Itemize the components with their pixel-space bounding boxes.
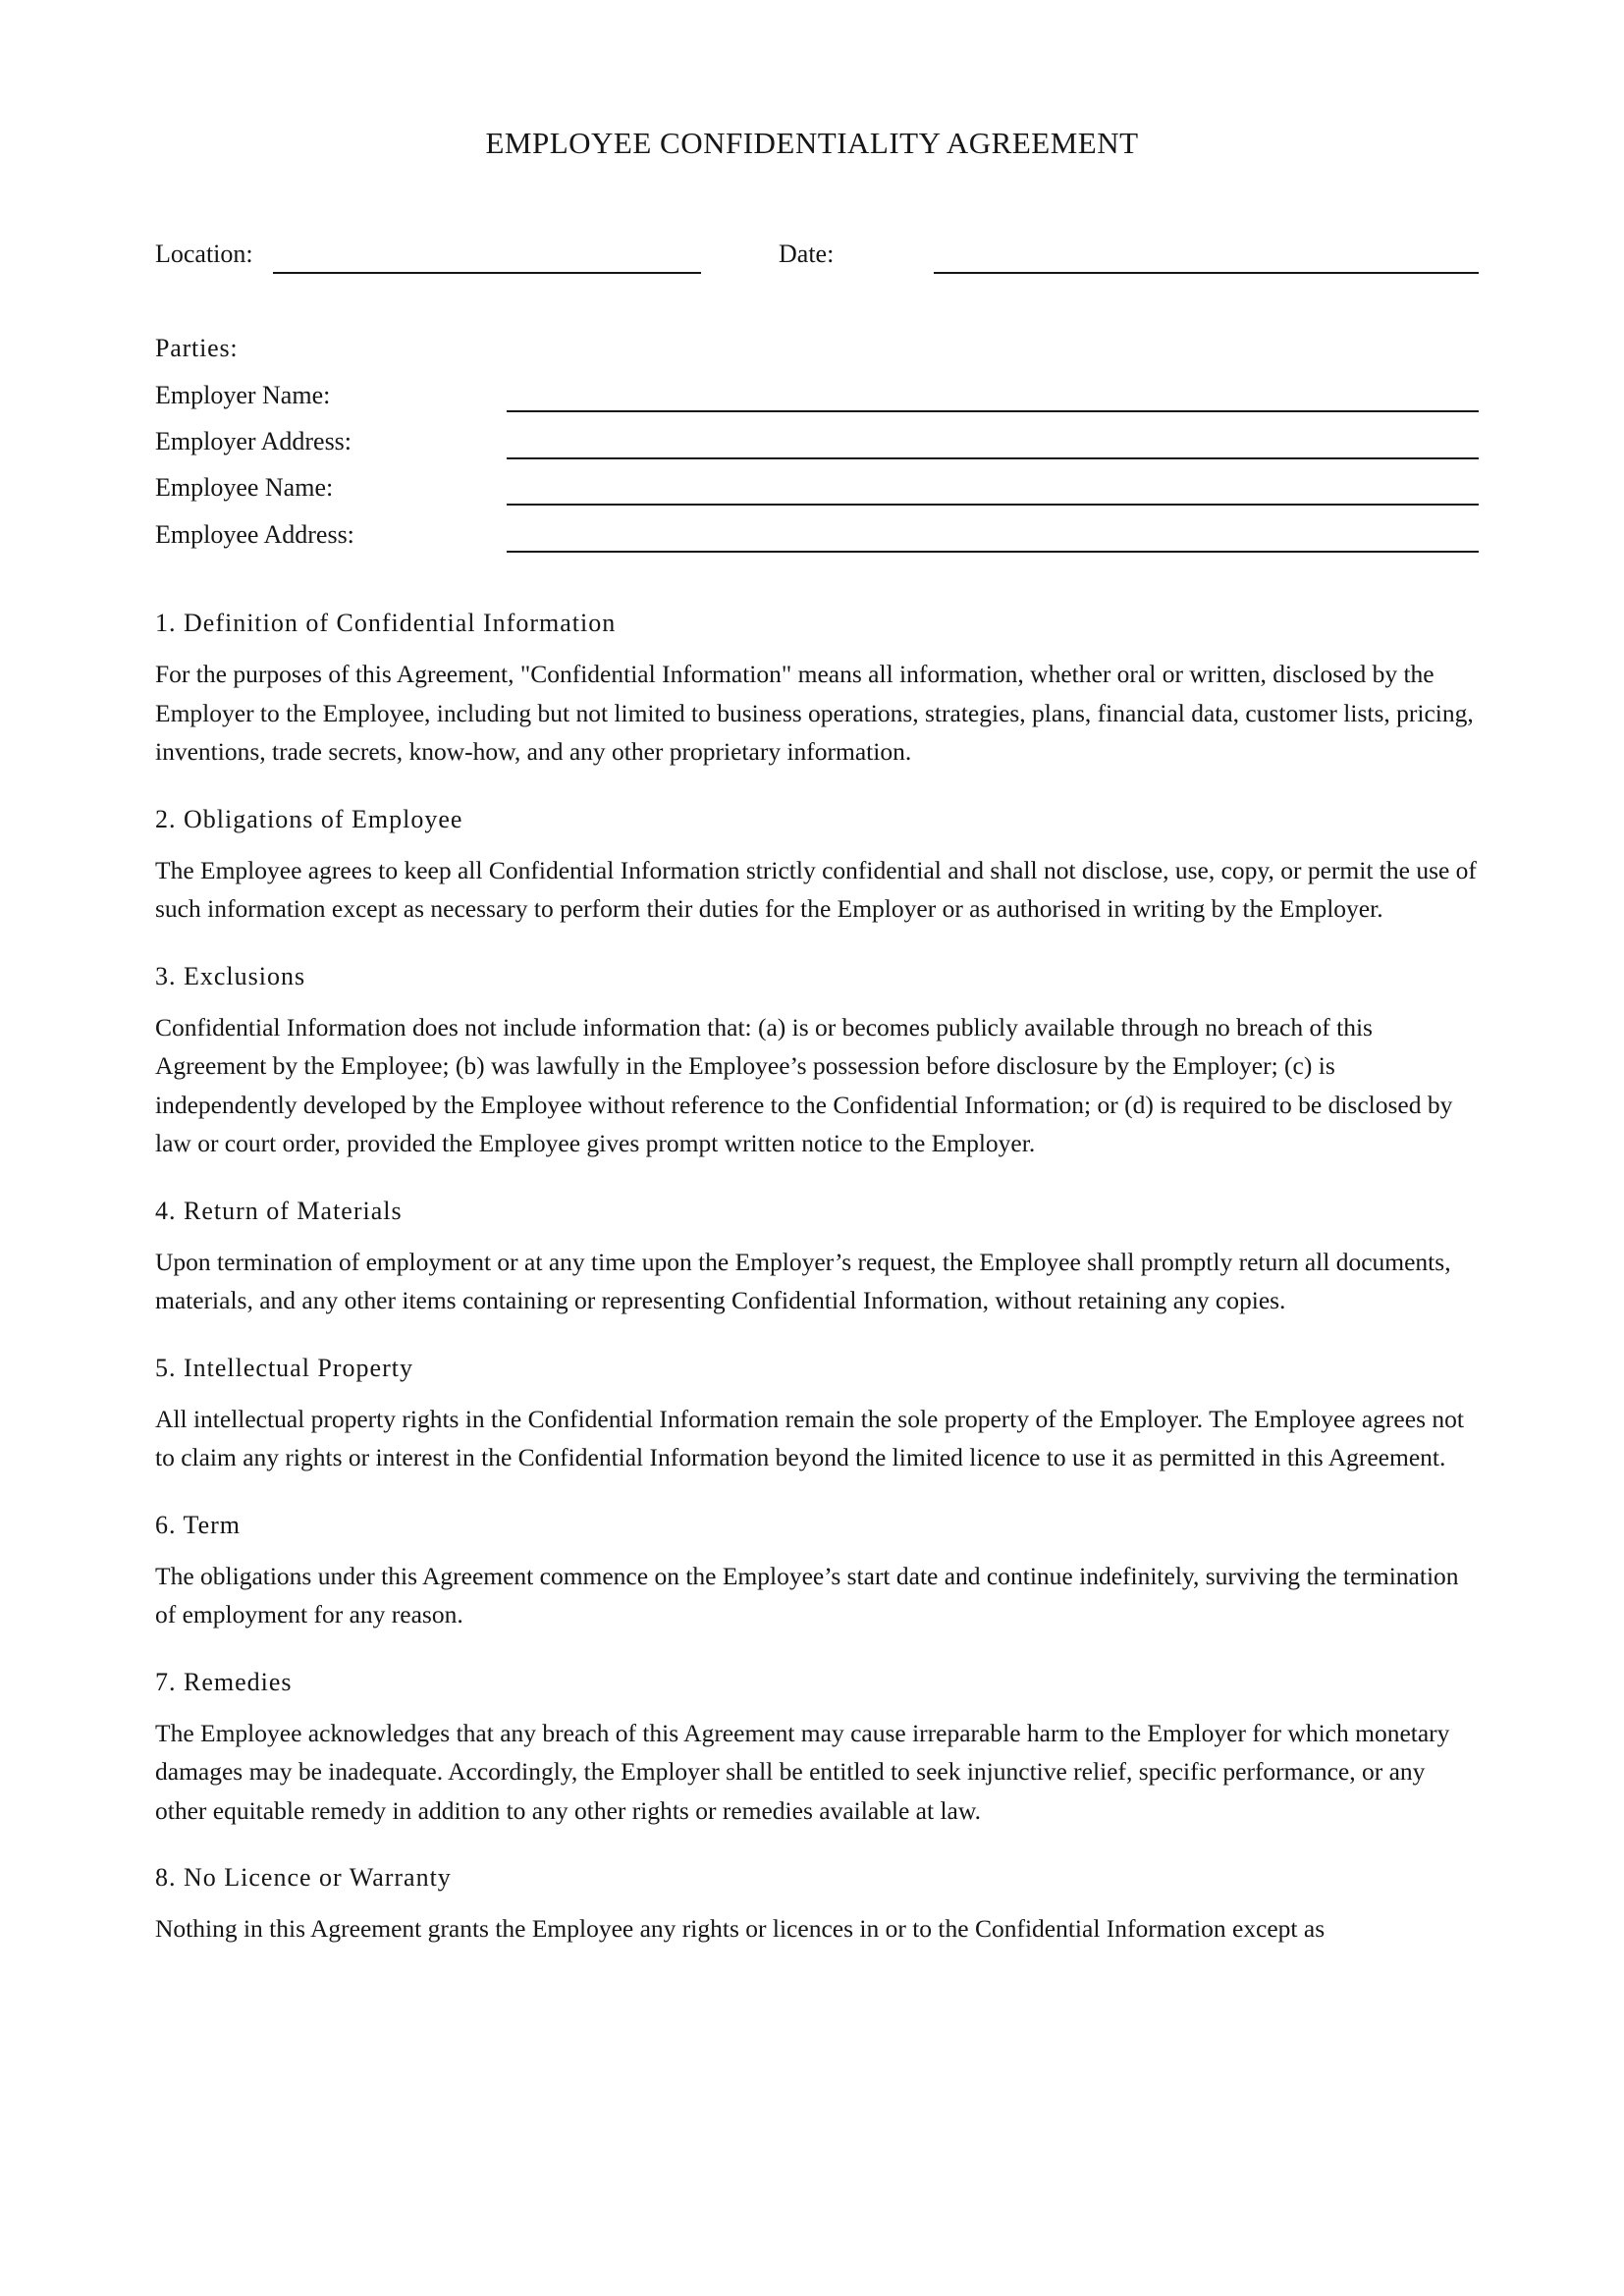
section-no-licence <box>155 1863 1481 1949</box>
employee-name-blank-line[interactable] <box>507 504 1479 506</box>
section-definition <box>155 609 1481 772</box>
section-body: Confidential Information does not include information that: (a) is or becomes publicly available through no breach of this Agreement by the Employee; (b) was lawfully in the Employee’s possession before disclosure by the Employer; (c) is independently developed by the Employee without reference to the Confidential Information; or (d) is required to be disclosed by law or court order, provided the Employee gives prompt written notice to the Employer. <box>155 1012 1453 1157</box>
section-body: Upon termination of employment or at any time upon the Employer’s request, the Employee shall promptly return all documents, materials, and any other items containing or representing Confidential Information, without retaining any copies. <box>155 1247 1451 1314</box>
section-heading: 7. Remedies <box>155 1667 293 1696</box>
employee-address-blank-line[interactable] <box>507 551 1479 553</box>
section-exclusions <box>155 962 1481 1163</box>
section-heading: 3. Exclusions <box>155 961 306 990</box>
section-intellectual-property <box>155 1354 1481 1477</box>
section-body: For the purposes of this Agreement, "Confidential Information" means all information, whether oral or written, disclosed by the Employer to the Employee, including but not limited to business operations, strategies, plans, financial data, customer lists, pricing, inventions, trade secrets, know-how, and any other proprietary information. <box>155 660 1474 766</box>
section-heading: 6. Term <box>155 1510 242 1539</box>
document-title: EMPLOYEE CONFIDENTIALITY AGREEMENT <box>485 126 1139 160</box>
section-term <box>155 1511 1481 1634</box>
employee-address-label: Employee Address: <box>155 520 354 549</box>
employer-name-blank-line[interactable] <box>507 410 1479 412</box>
section-heading: 4. Return of Materials <box>155 1196 403 1225</box>
employer-address-blank-line[interactable] <box>507 457 1479 459</box>
section-remedies <box>155 1668 1481 1831</box>
section-body: The obligations under this Agreement commence on the Employee’s start date and continue indefinitely, surviving the termination of employment for any reason. <box>155 1561 1459 1629</box>
section-body: The Employee agrees to keep all Confidential Information strictly confidential and shall not disclose, use, copy, or permit the use of such information except as necessary to perform their duties for the Employer or as authorised in writing by the Employer. <box>155 855 1477 923</box>
location-blank-line[interactable] <box>273 272 701 274</box>
date-blank-line[interactable] <box>934 272 1479 274</box>
section-body: Nothing in this Agreement grants the Employee any rights or licences in or to the Confidential Information except as <box>155 1914 1326 1943</box>
date-label: Date: <box>779 240 835 268</box>
parties-heading: Parties: <box>155 334 239 362</box>
section-heading: 8. No Licence or Warranty <box>155 1863 452 1892</box>
section-heading: 2. Obligations of Employee <box>155 804 463 833</box>
employer-address-label: Employer Address: <box>155 427 352 455</box>
section-body: All intellectual property rights in the Confidential Information remain the sole property of the Employer. The Employee agrees not to claim any rights or interest in the Confidential Information beyond the limited licence to use it as permitted in this Agreement. <box>155 1404 1464 1471</box>
agreement-sections <box>155 609 1481 1982</box>
location-label: Location: <box>155 240 253 268</box>
section-body: The Employee acknowledges that any breach of this Agreement may cause irreparable harm to the Employer for which monetary damages may be inadequate. Accordingly, the Employer shall be entitled to seek injunctive relief, specific performance, or any other equitable remedy in addition to any other rights or remedies available at law. <box>155 1718 1450 1825</box>
section-return-of-materials <box>155 1197 1481 1320</box>
employer-name-label: Employer Name: <box>155 381 331 409</box>
section-obligations <box>155 805 1481 929</box>
section-heading: 1. Definition of Confidential Information <box>155 609 617 637</box>
employee-name-label: Employee Name: <box>155 473 334 502</box>
section-heading: 5. Intellectual Property <box>155 1353 413 1382</box>
